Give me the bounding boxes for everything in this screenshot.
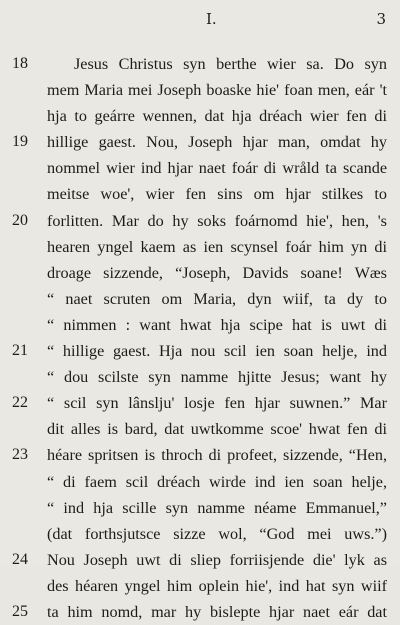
body-text <box>0 51 400 625</box>
line-text: “ naet scruten om Maria, dyn wiif, ta dy to <box>47 289 387 308</box>
text-line <box>0 51 400 77</box>
text-line <box>0 208 400 234</box>
text-line <box>0 77 400 103</box>
text-line <box>0 599 400 625</box>
text-line <box>0 442 400 468</box>
line-text: Jesus Christus syn berthe wier sa. Do syn <box>74 55 387 73</box>
verse-number: 24 <box>12 550 28 568</box>
text-line <box>0 416 400 442</box>
verse-number: 18 <box>12 55 28 72</box>
text-line <box>0 312 400 338</box>
line-text: des héaren yngel him oplein hie', ind hat syn wiif <box>47 576 387 595</box>
text-line <box>0 573 400 599</box>
verse-number: 25 <box>12 602 28 620</box>
text-line <box>0 286 400 312</box>
text-line <box>0 234 400 260</box>
chapter-numeral: I. <box>206 10 217 28</box>
line-text: “ ind hja scille syn namme néame Emmanuel,” <box>47 498 387 517</box>
line-text: forlitten. Mar do hy soks foárnomd hie', hen, 's <box>47 211 387 230</box>
line-text: mem Maria mei Joseph boaske hie' foan men, eár 't <box>47 81 387 100</box>
line-text: héare spritsen is throch di profeet, sizzende, “Hen, <box>47 446 387 465</box>
verse-number: 22 <box>12 394 28 412</box>
line-text: Nou Joseph uwt di sliep forriisjende die' lyk as <box>47 550 387 569</box>
line-text: hillige gaest. Nou, Joseph hjar man, omdat hy <box>47 133 387 152</box>
line-text: ta him nomd, mar hy bislepte hjar naet eár dat <box>47 602 387 621</box>
line-text: (dat forthsjutsce sizze wol, “God mei uws.”) <box>47 524 387 543</box>
line-text: hja to geárre wennen, dat hja dréach wier fen di <box>47 107 387 126</box>
line-text: “ scil syn lânslju' losje fen hjar suwnen.” Mar <box>47 394 387 413</box>
text-line <box>0 103 400 129</box>
line-text: “ nimmen : want hwat hja scipe hat is uwt di <box>47 315 387 334</box>
text-line <box>0 155 400 181</box>
running-head <box>0 10 400 28</box>
text-line <box>0 181 400 207</box>
text-line <box>0 338 400 364</box>
verse-number: 21 <box>12 342 28 360</box>
text-line <box>0 260 400 286</box>
text-line <box>0 390 400 416</box>
line-text: dit alles is bard, dat uwtkomme scoe' hwat fen di <box>47 420 387 439</box>
line-text: nommel wier ind hjar naet foár di wråld ta scande <box>47 159 387 178</box>
text-line <box>0 521 400 547</box>
verse-number: 23 <box>12 446 28 464</box>
verse-number: 19 <box>12 133 28 151</box>
text-line <box>0 364 400 390</box>
line-text: meitse woe', wier fen sins om hjar stilkes to <box>47 185 387 204</box>
text-line <box>0 495 400 521</box>
verse-number: 20 <box>12 211 28 229</box>
text-line <box>0 129 400 155</box>
text-line <box>0 547 400 573</box>
page-number: 3 <box>376 10 386 28</box>
line-text: hearen yngel kaem as ien scynsel foár him yn di <box>47 237 387 256</box>
text-line <box>0 469 400 495</box>
line-text: “ hillige gaest. Hja nou scil ien soan helje, ind <box>47 342 387 361</box>
line-text: “ dou scilste syn namme hjitte Jesus; want hy <box>47 368 387 387</box>
line-text: droage sizzende, “Joseph, Davids soane! Wæs <box>47 263 387 282</box>
line-text: “ di faem scil dréach wirde ind ien soan helje, <box>47 472 387 491</box>
